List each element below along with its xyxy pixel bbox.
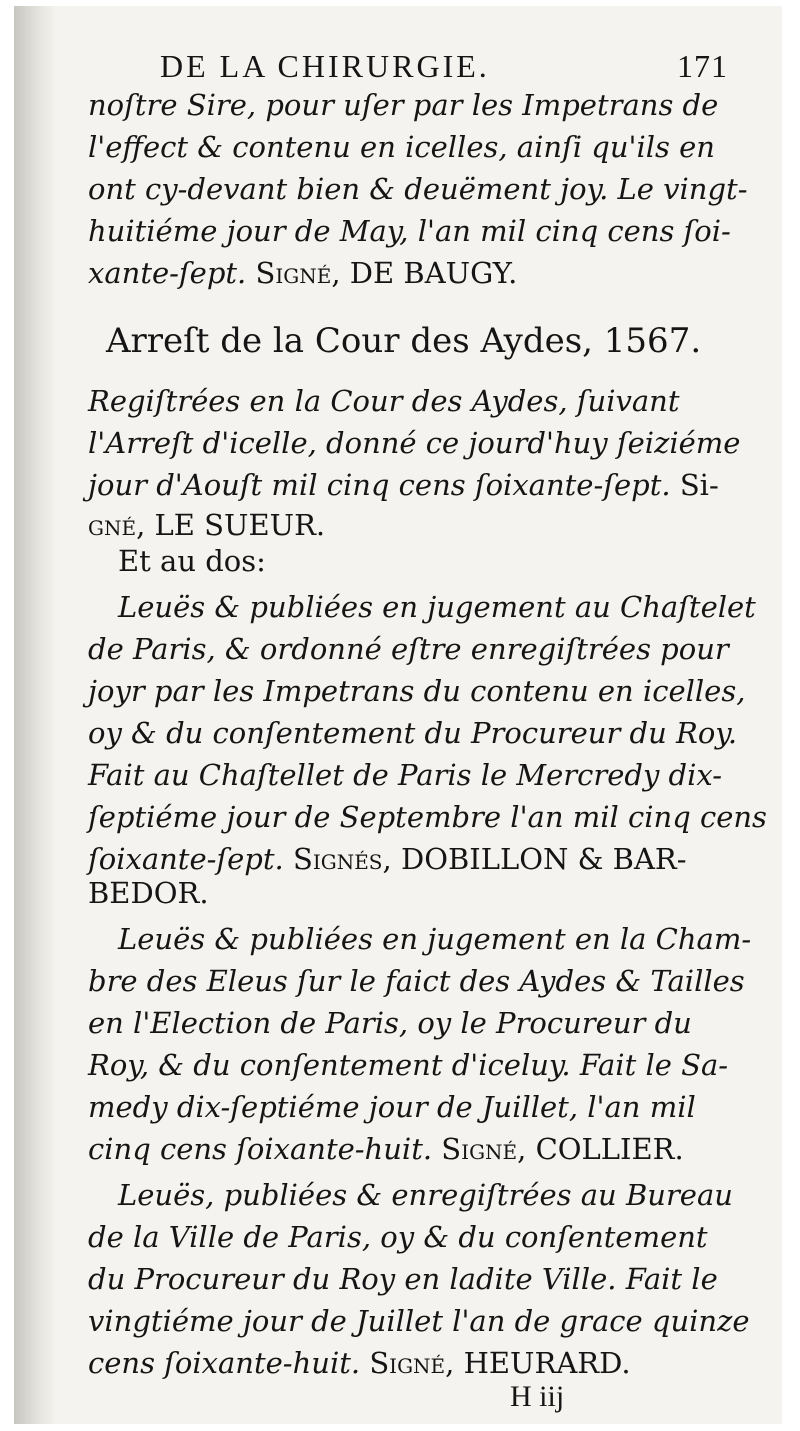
text-line-with-signature xyxy=(88,1132,684,1166)
signature-collier: Signé, COLLIER. xyxy=(441,1132,684,1166)
text-line: du Procureur du Roy en ladite Ville. Fait le xyxy=(88,1262,718,1296)
text-line: oy & du conſentement du Procureur du Roy. xyxy=(88,716,738,750)
text-line: l'effect & contenu en icelles, ainſi qu'ils en xyxy=(88,130,715,164)
signature-sueur-start: Si- xyxy=(679,468,719,502)
text-line: joyr par les Impetrans du contenu en icelles, xyxy=(88,674,746,708)
text-line: de Paris, & ordonné eſtre enregiſtrées pour xyxy=(88,632,729,666)
text-line: Leuës, publiées & enregiſtrées au Bureau xyxy=(118,1178,733,1212)
text-fragment: cens ſoixante-huit. xyxy=(88,1346,361,1380)
text-line: ont cy-devant bien & deuëment joy. Le vingt- xyxy=(88,172,748,206)
signature-dobillon: Signés, DOBILLON & BAR- xyxy=(292,842,687,876)
signature-sueur: gné, LE SUEUR. xyxy=(88,508,326,542)
text-line: noſtre Sire, pour uſer par les Impetrans de xyxy=(88,88,719,122)
text-line: bre des Eleus ſur le faict des Aydes & Tailles xyxy=(88,964,745,998)
text-line: Roy, & du conſentement d'iceluy. Fait le Sa- xyxy=(88,1048,729,1082)
signature-heurard: Signé, HEURARD. xyxy=(369,1346,631,1380)
text-line: de la Ville de Paris, oy & du conſentement xyxy=(88,1220,708,1254)
text-line: en l'Election de Paris, oy le Procureur du xyxy=(88,1006,692,1040)
text-line-with-signature xyxy=(88,1346,631,1380)
text-line: huitiéme jour de May, l'an mil cinq cens ſoi- xyxy=(88,214,731,248)
page-number: 171 xyxy=(677,48,728,84)
text-line: Et au dos: xyxy=(118,544,266,578)
text-line: Fait au Chaſtellet de Paris le Mercredy dix- xyxy=(88,758,723,792)
printer-signature-mark: H iij xyxy=(510,1380,565,1413)
text-line: l'Arreſt d'icelle, donné ce jourd'huy ſeiziéme xyxy=(88,426,741,460)
signature-baugy: Signé, DE BAUGY. xyxy=(255,256,518,290)
text-line: Regiſtrées en la Cour des Aydes, ſuivant xyxy=(88,384,680,418)
text-fragment: xante-ſept. xyxy=(88,256,247,290)
text-line: medy dix-ſeptiéme jour de Juillet, l'an mil xyxy=(88,1090,696,1124)
text-line-with-signature xyxy=(88,256,517,290)
text-fragment: jour d'Aouſt mil cinq cens ſoixante-ſept. xyxy=(88,468,671,502)
text-line-with-signature xyxy=(88,842,687,876)
text-line: vingtiéme jour de Juillet l'an de grace quinze xyxy=(88,1304,750,1338)
text-line: Leuës & publiées en jugement au Chaſtelet xyxy=(118,590,756,624)
text-fragment: ſoixante-ſept. xyxy=(88,842,284,876)
text-line: BEDOR. xyxy=(88,876,209,910)
page-gutter-shadow xyxy=(14,6,56,1424)
running-title: DE LA CHIRURGIE. xyxy=(160,48,490,84)
section-heading: Arreſt de la Cour des Aydes, 1567. xyxy=(106,321,702,361)
text-line: ſeptiéme jour de Septembre l'an mil cinq cens xyxy=(88,800,767,834)
text-line: Leuës & publiées en jugement en la Cham- xyxy=(118,922,752,956)
text-line-with-signature xyxy=(88,468,719,502)
text-fragment: cinq cens ſoixante-huit. xyxy=(88,1132,433,1166)
